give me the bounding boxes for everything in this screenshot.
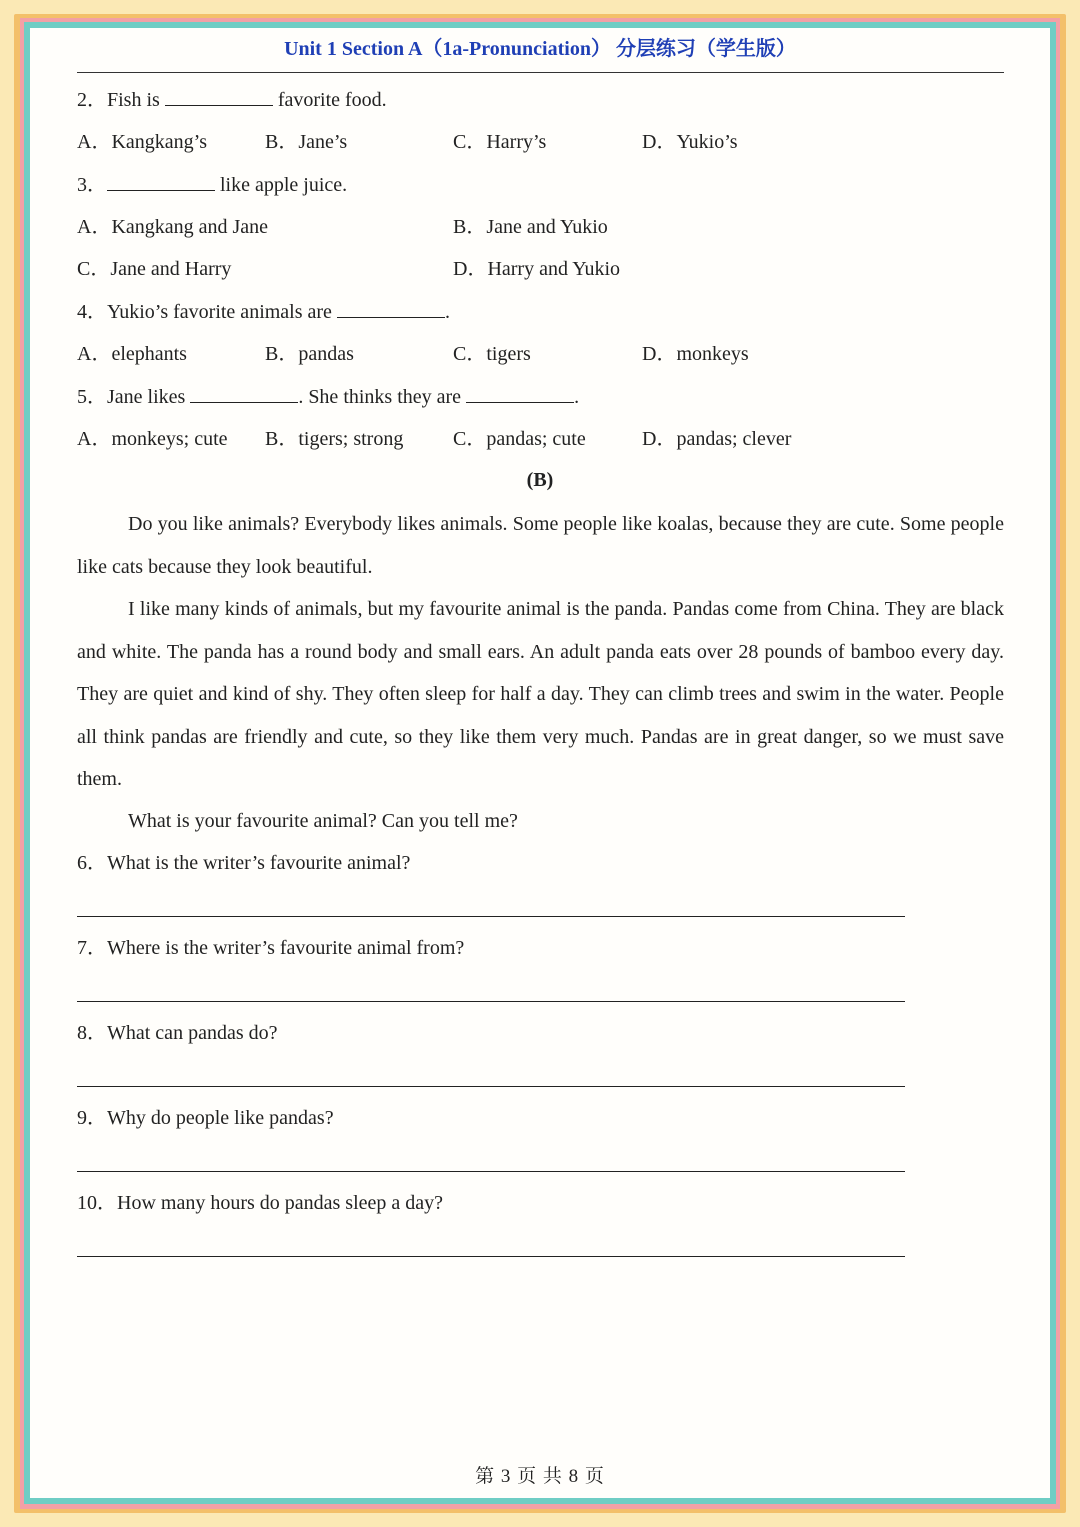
passage-paragraph-2: I like many kinds of animals, but my favourite animal is the panda. Pandas come from China. They are black and white. The panda has a round body and small ears. An adult panda eats over 28 pounds of bamboo every day. They are quiet and kind of shy. They often sleep for half a day. They can climb trees and swim in the water. People all think pandas are friendly and cute, so they like them very much. Pandas are in great danger, so we must save them.	[77, 598, 1004, 790]
question-9: 9．Why do people like pandas?	[77, 1107, 334, 1129]
answer-blank[interactable]	[337, 299, 445, 318]
option-a[interactable]: A．Kangkang’s	[77, 131, 207, 153]
option-d[interactable]: D．Yukio’s	[642, 131, 738, 153]
answer-blank[interactable]	[466, 384, 574, 403]
option-d[interactable]: D．Harry and Yukio	[453, 258, 621, 280]
option-d[interactable]: D．monkeys	[642, 343, 749, 365]
option-a[interactable]: A．Kangkang and Jane	[77, 216, 269, 238]
answer-blank[interactable]	[107, 172, 215, 191]
answer-blank[interactable]	[165, 87, 273, 106]
question-text-middle: . She thinks they are	[298, 386, 467, 408]
option-a[interactable]: A．monkeys; cute	[77, 428, 228, 450]
option-b[interactable]: B．pandas	[265, 343, 354, 365]
option-c[interactable]: C．Harry’s	[453, 131, 547, 153]
question-text-before: Fish is	[107, 89, 165, 111]
option-b[interactable]: B．tigers; strong	[265, 428, 404, 450]
option-c[interactable]: C．pandas; cute	[453, 428, 586, 450]
question-text-before: Jane likes	[107, 386, 191, 408]
question-text-after: like apple juice.	[215, 174, 348, 196]
page-number: 第 3 页 共 8 页	[475, 1466, 605, 1487]
option-b[interactable]: B．Jane’s	[265, 131, 348, 153]
answer-blank[interactable]	[190, 384, 298, 403]
question-text-after: .	[574, 386, 580, 408]
question-number: 2．	[77, 89, 107, 111]
header-divider	[77, 72, 1004, 73]
answer-line[interactable]	[77, 916, 905, 917]
passage-paragraph-1: Do you like animals? Everybody likes animals. Some people like koalas, because they are cute. Some people like cats because they look beautiful.	[77, 513, 1004, 578]
question-text-after: favorite food.	[272, 89, 387, 111]
question-text-before: Yukio’s favorite animals are	[107, 301, 337, 323]
option-c[interactable]: C．Jane and Harry	[77, 258, 232, 280]
page-header-title: Unit 1 Section A（1a-Pronunciation） 分层练习（学生版）	[284, 38, 796, 60]
question-10: 10．How many hours do pandas sleep a day?	[77, 1192, 444, 1214]
question-3	[77, 172, 347, 197]
question-number: 3．	[77, 174, 107, 196]
option-c[interactable]: C．tigers	[453, 343, 531, 365]
question-2	[77, 87, 387, 112]
answer-line[interactable]	[77, 1171, 905, 1172]
question-number: 5．	[77, 386, 107, 408]
question-4	[77, 299, 450, 324]
question-text-after: .	[444, 301, 450, 323]
answer-line[interactable]	[77, 1256, 905, 1257]
question-number: 4．	[77, 301, 107, 323]
option-b[interactable]: B．Jane and Yukio	[453, 216, 608, 238]
answer-line[interactable]	[77, 1086, 905, 1087]
answer-line[interactable]	[77, 1001, 905, 1002]
option-d[interactable]: D．pandas; clever	[642, 428, 792, 450]
question-8: 8．What can pandas do?	[77, 1022, 278, 1044]
question-6: 6．What is the writer’s favourite animal?	[77, 852, 411, 874]
question-7: 7．Where is the writer’s favourite animal from?	[77, 937, 465, 959]
passage-paragraph-3: What is your favourite animal? Can you tell me?	[128, 810, 518, 832]
option-a[interactable]: A．elephants	[77, 343, 187, 365]
section-b-heading: (B)	[526, 469, 554, 491]
question-5	[77, 384, 579, 409]
